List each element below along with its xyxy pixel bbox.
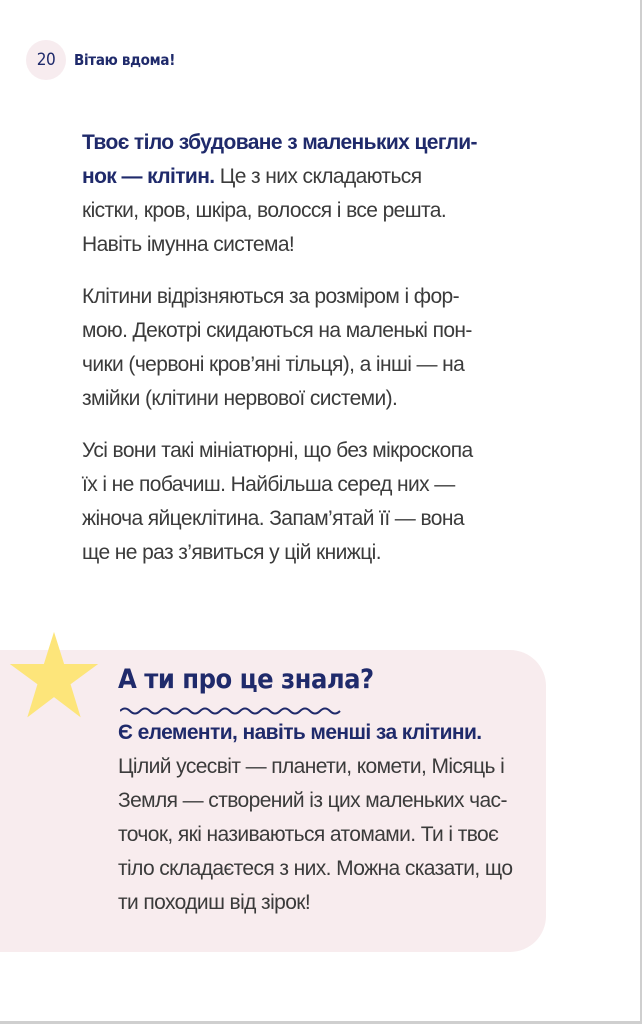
running-title: Вітаю вдома! (74, 51, 176, 69)
paragraph-1 (82, 126, 482, 262)
main-text (82, 126, 482, 588)
page-number: 20 (26, 40, 66, 80)
paragraph-3: Усі вони такі мініатюрні, що без мікроскопа їх і не побачиш. Найбільша серед них — жіноча яйцеклітина. Запам’ятай її — вона ще не раз з’явиться у цій книжці. (82, 439, 473, 564)
box-paragraph: Цілий усесвіт — планети, комети, Місяць і Земля — створений із цих маленьких час-точок, які називаються атомами. Ти і твоє тіло складаєтеся з них. Можна сказати, що ти походиш від зірок! (118, 755, 513, 914)
box-title: А ти про це знала? (118, 664, 374, 695)
wavy-underline (120, 706, 344, 716)
paragraph-1-rest: Це з них складаються кістки, кров, шкіра, волосся і все решта. Навіть імунна система! (82, 165, 447, 256)
page-header (26, 40, 175, 80)
paragraph-1-lead: Твоє тіло збудоване з маленьких цегли-нок — клітин. (82, 131, 477, 188)
box-text (118, 716, 530, 920)
paragraph-2: Клітини відрізняються за розміром і фор-мою. Декотрі скидаються на маленькі пон-чики (червоні кров’яні тільця), а інші — на змійки (клітини нервової системи). (82, 285, 472, 410)
star-icon (8, 630, 100, 722)
box-lead: Є елементи, навіть менші за клітини. (118, 721, 482, 744)
